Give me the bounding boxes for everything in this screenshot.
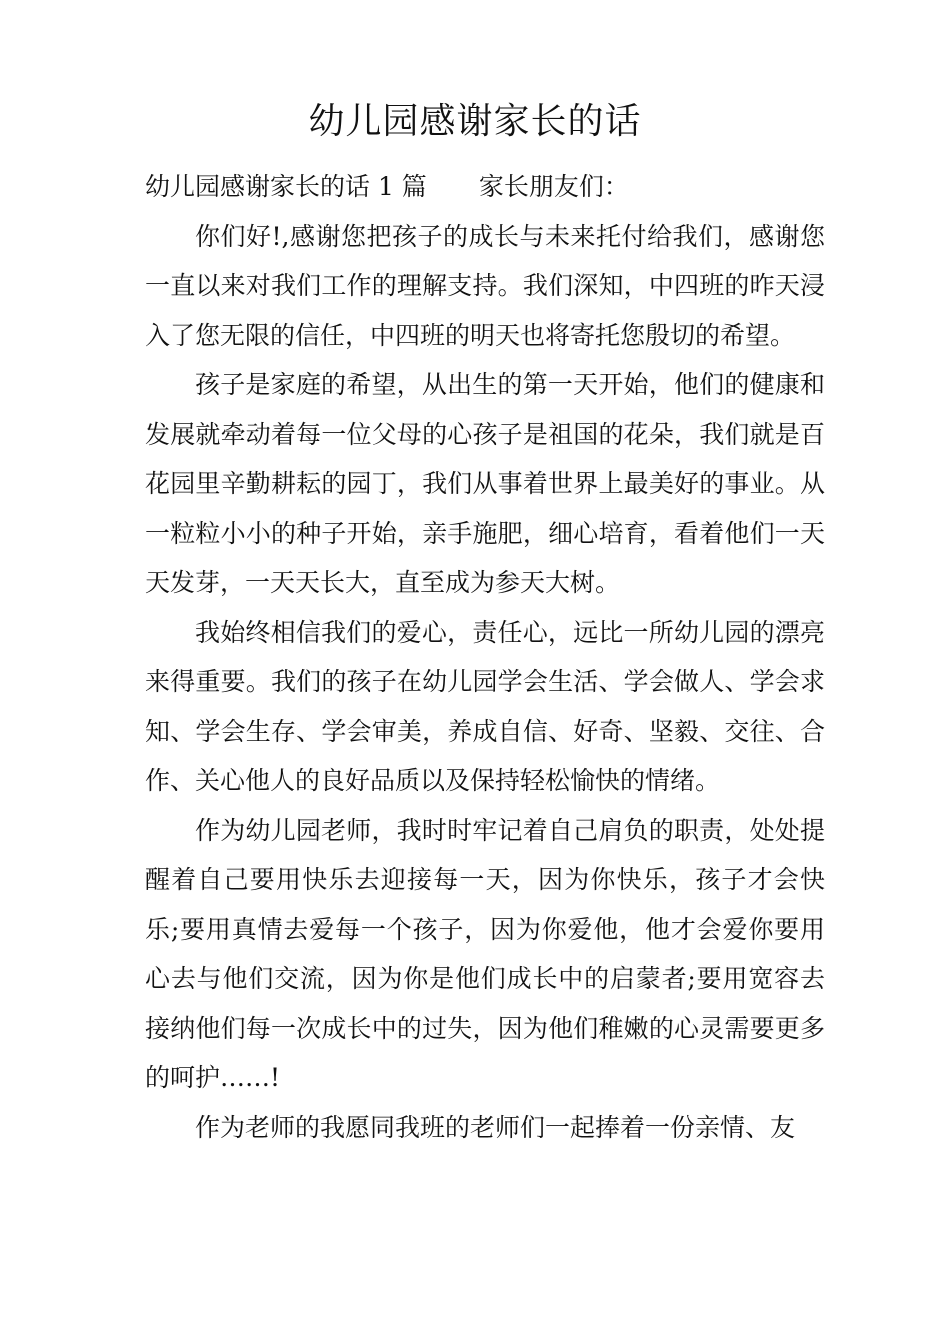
paragraph-5: 作为老师的我愿同我班的老师们一起捧着一份亲情、友 [195, 1112, 796, 1142]
greeting: 家长朋友们： [478, 172, 629, 201]
paragraph-4: 作为幼儿园老师，我时时牢记着自己肩负的职责，处处提醒着自己要用快乐去迎接每一天，因为你快乐，孩子才会快乐;要用真情去爱每一个孩子，因为你爱他，他才会爱你要用心去与他们交流，因为你是他们成长中的启蒙者;要用宽容去接纳他们每一次成长中的过失，因为他们稚嫩的心灵需要更多的呵护……! [145, 815, 825, 1092]
paragraph-2: 孩子是家庭的希望，从出生的第一天开始，他们的健康和发展就牵动着每一位父母的心孩子是祖国的花朵，我们就是百花园里辛勤耕耘的园丁，我们从事着世界上最美好的事业。从一粒粒小小的种子开始，亲手施肥，细心培育，看着他们一天天发芽，一天天长大，直至成为参天大树。 [145, 370, 825, 597]
document-body [145, 162, 825, 1152]
paragraph-3: 我始终相信我们的爱心，责任心，远比一所幼儿园的漂亮来得重要。我们的孩子在幼儿园学会生活、学会做人、学会求知、学会生存、学会审美，养成自信、好奇、坚毅、交往、合作、关心他人的良好品质以及保持轻松愉快的情绪。 [145, 617, 825, 795]
document-subtitle: 幼儿园感谢家长的话 1 篇 [145, 172, 427, 201]
document-title: 幼儿园感谢家长的话 [308, 101, 642, 142]
paragraph-1: 你们好!,感谢您把孩子的成长与未来托付给我们，感谢您一直以来对我们工作的理解支持。我们深知，中四班的昨天浸入了您无限的信任，中四班的明天也将寄托您殷切的希望。 [145, 221, 825, 350]
subtitle-line [145, 162, 825, 212]
